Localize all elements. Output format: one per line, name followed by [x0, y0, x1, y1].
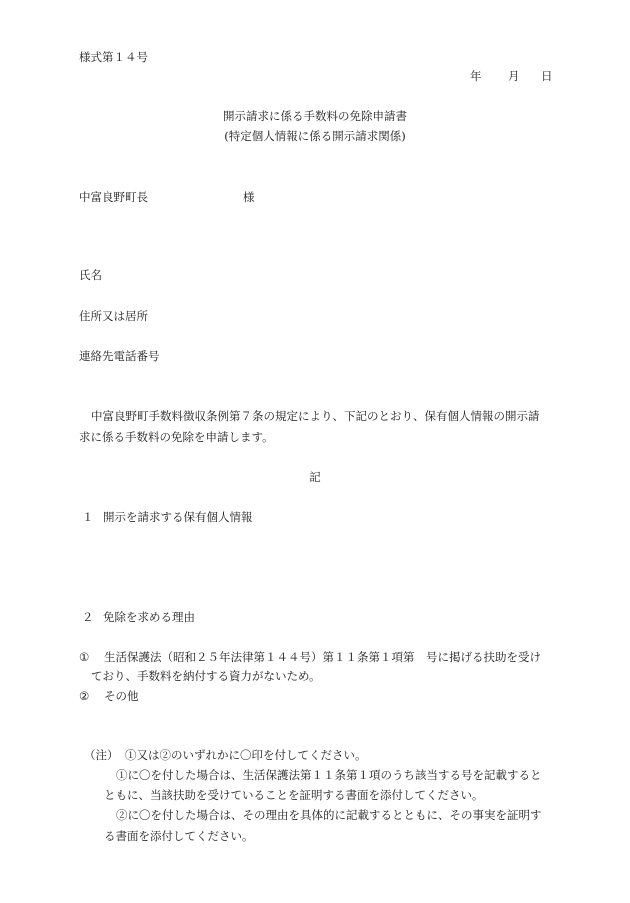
- reason1-line1: 生活保護法（昭和２５年法律第１４４号）第１１条第１項第 号に掲げる扶助を受け: [104, 650, 541, 664]
- form-number: 様式第１４号: [79, 50, 148, 64]
- reason2-marker: ②: [79, 689, 90, 703]
- addressee-name: 中富良野町長: [79, 190, 148, 204]
- body-paragraph-line2: 求に係る手数料の免除を申請します。: [79, 430, 274, 444]
- document-subtitle: (特定個人情報に係る開示請求関係): [224, 129, 406, 143]
- body-paragraph-line1: 中富良野町手数料徴収条例第７条の規定により、下記のとおり、保有個人情報の開示請: [91, 409, 540, 423]
- ki-heading: 記: [309, 470, 321, 484]
- applicant-address-label: 住所又は居所: [79, 309, 148, 323]
- notes-line4: ②に〇を付した場合は、その理由を具体的に記載するとともに、その事実を証明す: [116, 808, 542, 822]
- section2-number: ２: [82, 610, 94, 624]
- applicant-name-label: 氏名: [79, 268, 102, 282]
- applicant-phone-label: 連絡先電話番号: [79, 349, 160, 363]
- reason2-text: その他: [104, 689, 139, 703]
- date-year-label: 年: [470, 69, 482, 83]
- notes-line2: ①に〇を付した場合は、生活保護法第１１条第１項のうち該当する号を記載すると: [116, 768, 542, 782]
- section1-number: １: [82, 510, 94, 524]
- notes-line1: ①又は②のいずれかに〇印を付してください。: [125, 748, 367, 762]
- notes-line3: ともに、当該扶助を受けていることを証明する書面を添付してください。: [104, 788, 484, 802]
- reason1-line2: ており、手数料を納付する資力がないため。: [91, 669, 321, 683]
- date-day-label: 日: [541, 69, 553, 83]
- addressee-honorific: 様: [243, 190, 255, 204]
- reason1-marker: ①: [79, 650, 90, 664]
- document-title: 開示請求に係る手数料の免除申請書: [223, 109, 407, 123]
- date-month-label: 月: [508, 69, 520, 83]
- section2-label: 免除を求める理由: [103, 610, 195, 624]
- notes-line5: る書面を添付してください。: [104, 829, 254, 843]
- section1-label: 開示を請求する保有個人情報: [103, 510, 253, 524]
- notes-label: （注）: [84, 748, 119, 762]
